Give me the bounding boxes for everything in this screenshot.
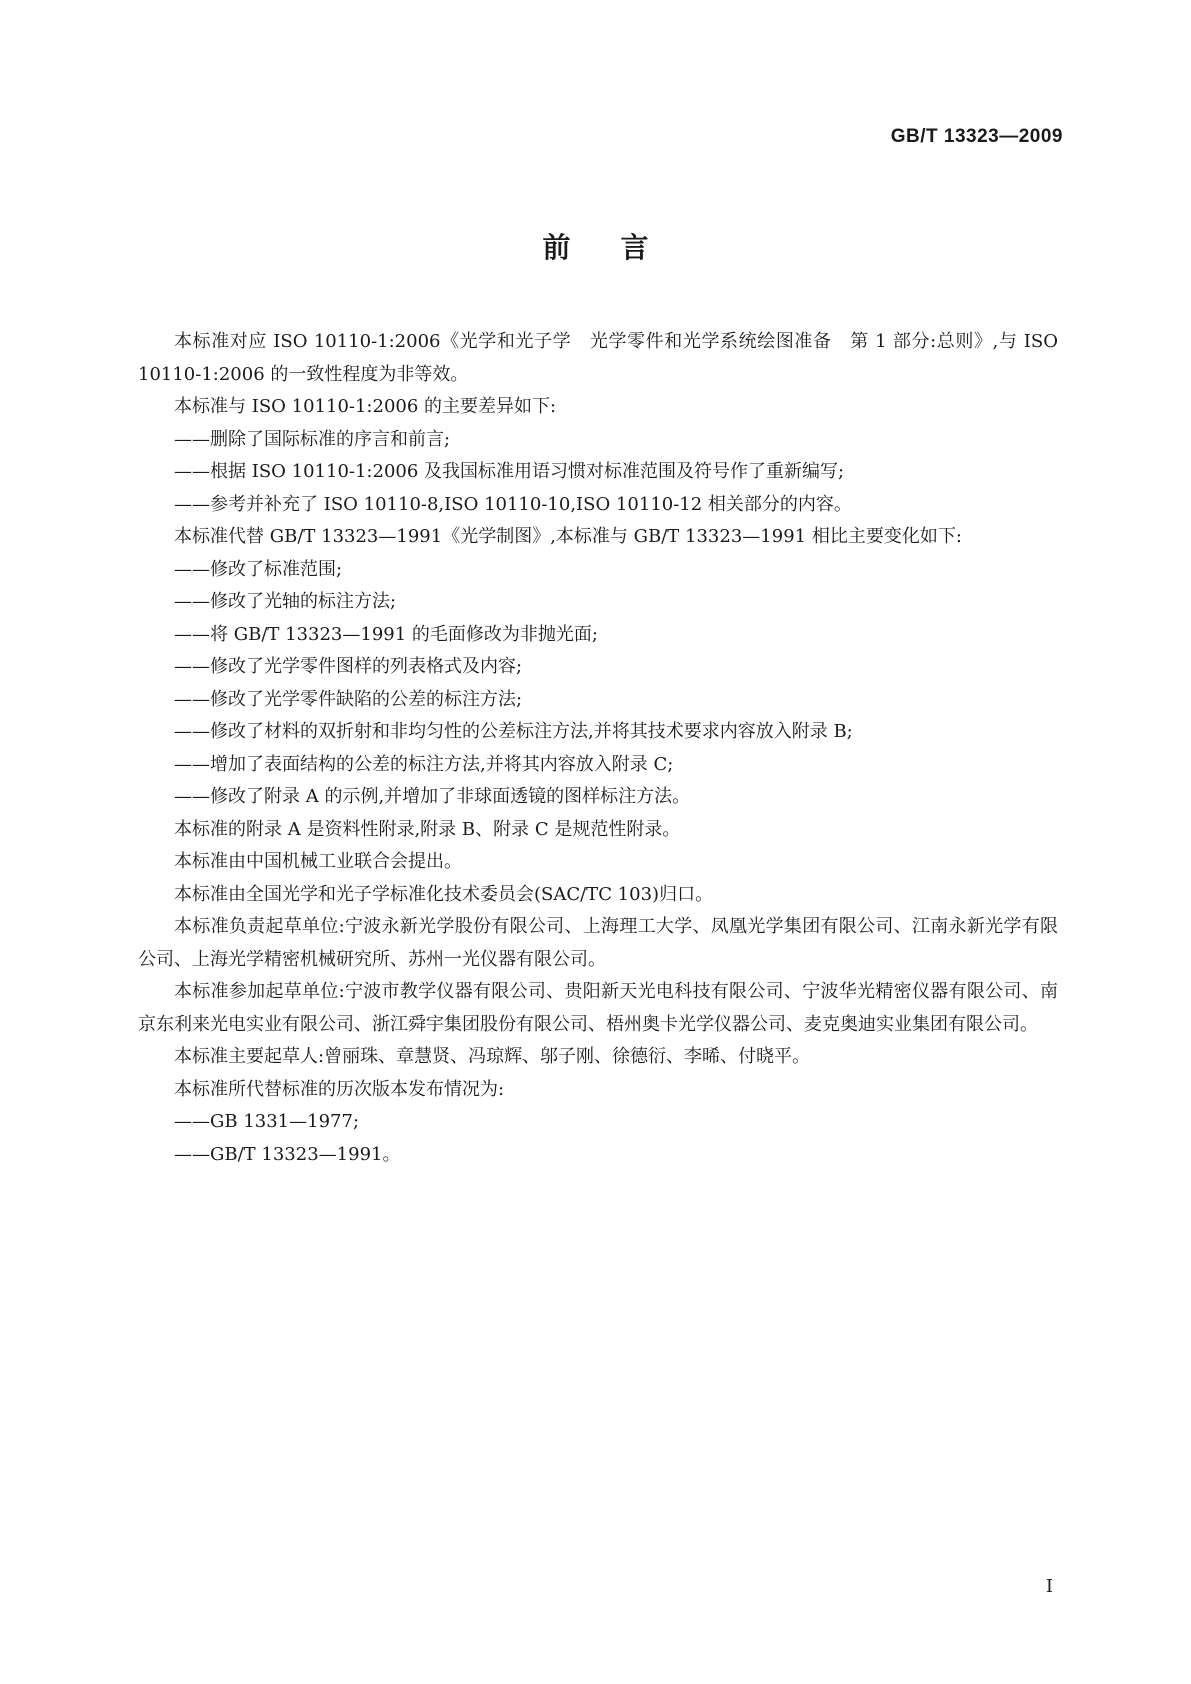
paragraph: 本标准由中国机械工业联合会提出。 <box>174 851 462 872</box>
paragraph: 本标准所代替标准的历次版本发布情况为: <box>174 1078 505 1100</box>
list-item: ——修改了附录 A 的示例,并增加了非球面透镜的图样标注方法。 <box>174 786 691 807</box>
paragraph: 本标准代替 GB/T 13323—1991《光学制图》,本标准与 GB/T 13323—1991 相比主要变化如下: <box>174 526 962 547</box>
page-number: I <box>1045 1576 1053 1597</box>
list-item: ——增加了表面结构的公差的标注方法,并将其内容放入附录 C; <box>174 753 674 775</box>
list-item: ——将 GB/T 13323—1991 的毛面修改为非抛光面; <box>174 623 598 645</box>
paragraph: 本标准负责起草单位:宁波永新光学股份有限公司、上海理工大学、凤凰光学集团有限公司、江南永新光学有限公司、上海光学精密机械研究所、苏州一光仪器有限公司。 <box>138 916 1058 970</box>
list-item: ——参考并补充了 ISO 10110-8,ISO 10110-10,ISO 10110-12 相关部分的内容。 <box>174 493 852 515</box>
paragraph: 本标准由全国光学和光子学标准化技术委员会(SAC/TC 103)归口。 <box>174 883 714 905</box>
foreword-body <box>138 326 1058 1171</box>
paragraph: 本标准的附录 A 是资料性附录,附录 B、附录 C 是规范性附录。 <box>174 818 681 840</box>
list-item: ——修改了光轴的标注方法; <box>174 591 397 612</box>
paragraph: 本标准参加起草单位:宁波市教学仪器有限公司、贵阳新天光电科技有限公司、宁波华光精密仪器有限公司、南京东利来光电实业有限公司、浙江舜宇集团股份有限公司、梧州奥卡光学仪器公司、麦克奥迪实业集团有限公司。 <box>138 981 1058 1035</box>
paragraph: 本标准主要起草人:曾丽珠、章慧贤、冯琼辉、邬子刚、徐德衍、李晞、付晓平。 <box>174 1046 811 1067</box>
list-item: ——修改了材料的双折射和非均匀性的公差标注方法,并将其技术要求内容放入附录 B; <box>174 721 853 742</box>
page-title: 前言 <box>542 231 699 264</box>
list-item: ——修改了光学零件缺陷的公差的标注方法; <box>174 688 523 710</box>
list-item: ——修改了标准范围; <box>174 558 343 580</box>
paragraph: 本标准与 ISO 10110-1:2006 的主要差异如下: <box>174 396 557 417</box>
list-item: ——删除了国际标准的序言和前言; <box>174 428 451 450</box>
list-item: ——修改了光学零件图样的列表格式及内容; <box>174 656 523 677</box>
list-item: ——根据 ISO 10110-1:2006 及我国标准用语习惯对标准范围及符号作了重新编写; <box>174 461 845 482</box>
list-item: ——GB/T 13323—1991。 <box>174 1143 401 1165</box>
paragraph: 本标准对应 ISO 10110-1:2006《光学和光子学 光学零件和光学系统绘图准备 第 1 部分:总则》,与 ISO 10110-1:2006 的一致性程度为非等效。 <box>138 331 1058 385</box>
document-code: GB/T 13323—2009 <box>890 126 1063 147</box>
list-item: ——GB 1331—1977; <box>174 1111 360 1132</box>
